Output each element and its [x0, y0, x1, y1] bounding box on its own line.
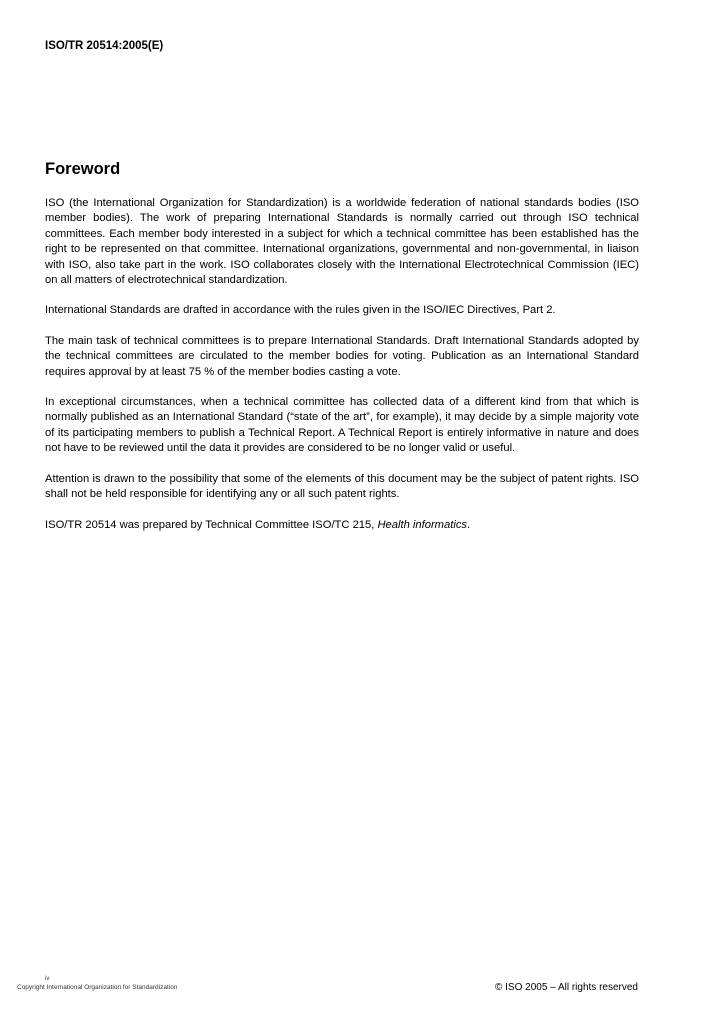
section-title: Foreword — [45, 160, 121, 178]
committee-name: Health informatics — [377, 518, 468, 531]
paragraph-drafting-rules: International Standards are drafted in accordance with the rules given in the ISO/IEC Directives, Part 2. — [45, 304, 556, 317]
document-header-id: ISO/TR 20514:2005(E) — [45, 40, 164, 52]
footer-copyright: © ISO 2005 – All rights reserved — [495, 982, 638, 993]
paragraph-prepared-by — [45, 518, 639, 533]
prepared-by-end: . — [467, 518, 471, 531]
paragraph-technical-committees: The main task of technical committees is to prepare International Standards. Draft International Standards adopted by the technical committees are circulated to the member bodies for voting. Publication as an International Standard requires approval by at least 75 % of the member bodies casting a vote. — [45, 334, 639, 378]
licensed-copyright-note: Copyright International Organization for Standardization — [17, 984, 178, 991]
paragraph-technical-report: In exceptional circumstances, when a technical committee has collected data of a different kind from that which is normally published as an International Standard (“state of the art”, for example), it may decide by a simple majority vote of its participating members to publish a Technical Report. A Technical Report is entirely informative in nature and does not have to be reviewed until the data it provides are considered to be no longer valid or useful. — [45, 396, 639, 455]
foreword-body — [45, 196, 639, 548]
page-number: iv — [45, 976, 50, 982]
paragraph-patent-rights: Attention is drawn to the possibility that some of the elements of this document may be the subject of patent rights. ISO shall not be held responsible for identifying any or all such patent rights. — [45, 472, 639, 501]
paragraph-iso-federation: ISO (the International Organization for Standardization) is a worldwide federation of national standards bodies (ISO member bodies). The work of preparing International Standards is normally carried out through ISO technical committees. Each member body interested in a subject for which a technical committee has been established has the right to be represented on that committee. International organizations, governmental and non-governmental, in liaison with ISO, also take part in the work. ISO collaborates closely with the International Electrotechnical Commission (IEC) on all matters of electrotechnical standardization. — [45, 197, 639, 287]
prepared-by-text: ISO/TR 20514 was prepared by Technical Committee ISO/TC 215, — [45, 518, 378, 531]
